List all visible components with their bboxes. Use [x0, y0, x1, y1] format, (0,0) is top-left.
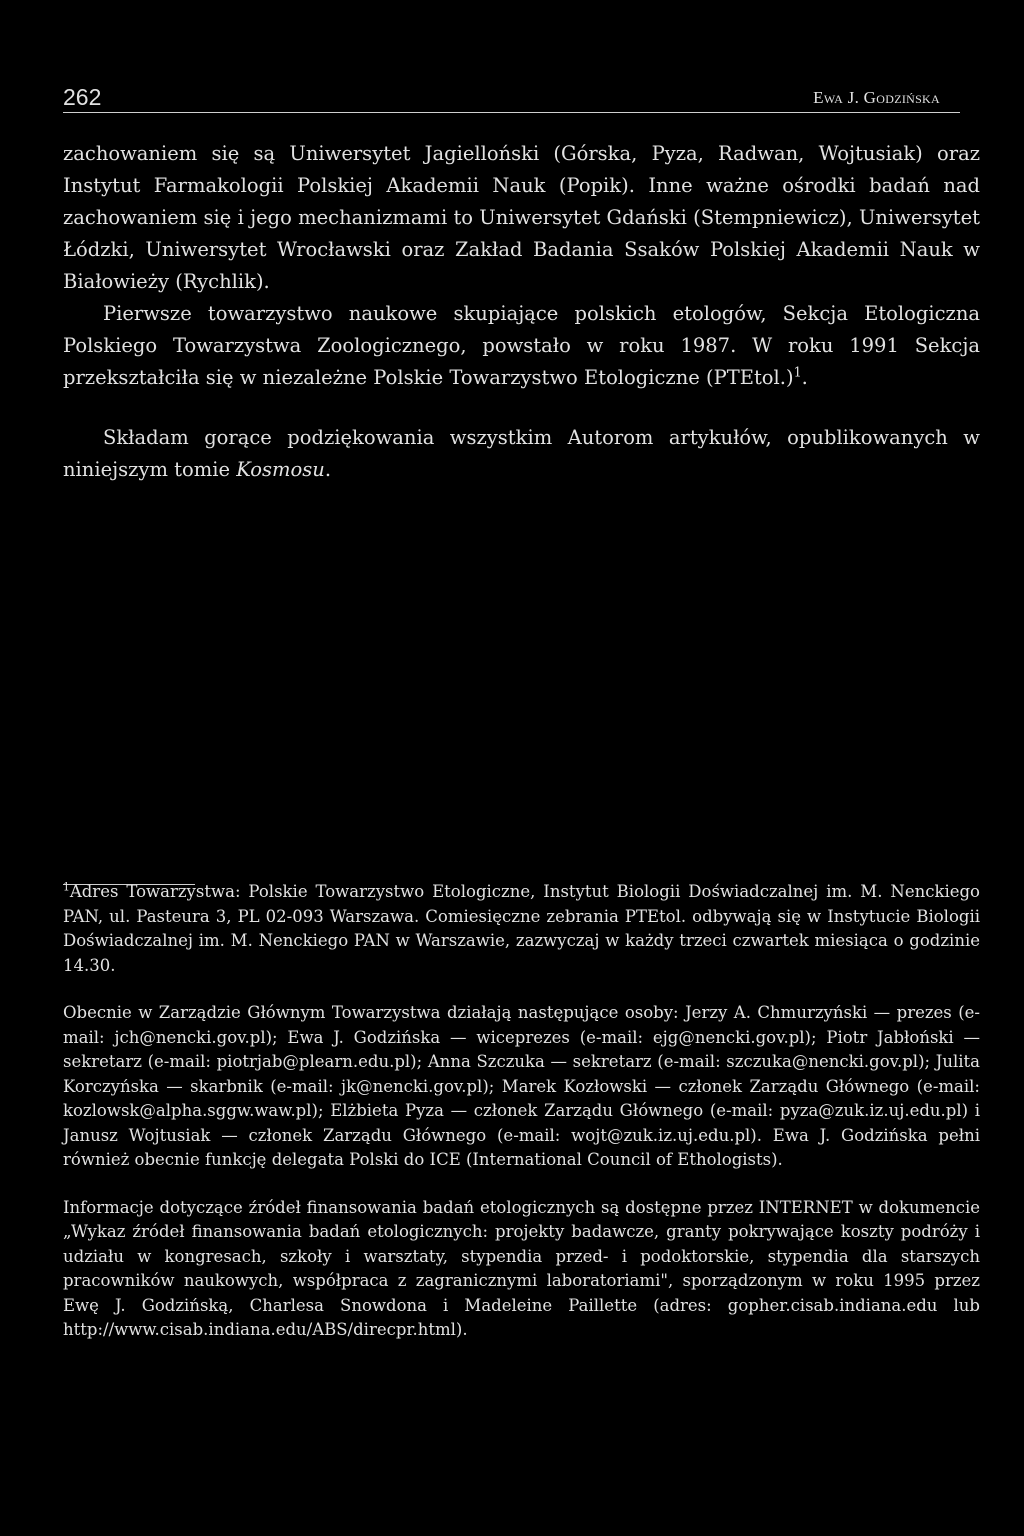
ack-text: Składam gorące podziękowania wszystkim Autorom artykułów, opublikowanych w niniejszym tomie	[63, 426, 980, 481]
paragraph-society-text: Pierwsze towarzystwo naukowe skupiające polskich etologów, Sekcja Etologiczna Polskiego Towarzystwa Zoologicznego, powstało w roku 1987. W roku 1991 Sekcja przekształciła się w niezależne Polskie Towarzystwo Etologiczne (PTEtol.)	[63, 302, 980, 389]
page-header	[63, 80, 960, 113]
main-text	[63, 138, 980, 486]
paragraph-institutions: zachowaniem się są Uniwersytet Jagielloński (Górska, Pyza, Radwan, Wojtusiak) oraz Instytut Farmakologii Polskiej Akademii Nauk (Popik). Inne ważne ośrodki badań nad zachowaniem się i jego mechanizmami to Uniwersytet Gdański (Stempniewicz), Uniwersytet Łódzki, Uniwersytet Wrocławski oraz Zakład Badania Ssaków Polskiej Akademii Nauk w Białowieży (Rychlik).	[63, 142, 980, 293]
footnote-text: Adres Towarzystwa: Polskie Towarzystwo Etologiczne, Instytut Biologii Doświadczalnej im. M. Nenckiego PAN, ul. Pasteura 3, PL 02-093 Warszawa. Comiesięczne zebrania PTEtol. odbywają się w Instytucie Biologii Doświadczalnej im. M. Nenckiego PAN w Warszawie, zazwyczaj w każdy trzeci czwartek miesiąca o godzinie 14.30.	[63, 882, 980, 975]
footnote-board-members: Obecnie w Zarządzie Głównym Towarzystwa działają następujące osoby: Jerzy A. Chmurzyński — prezes (e-mail: jch@nencki.gov.pl); Ewa J. Godzińska — wiceprezes (e-mail: ejg@nencki.gov.pl); Piotr Jabłoński — sekretarz (e-mail: piotrjab@plearn.edu.pl); Anna Szczuka — sekretarz (e-mail: szczuka@nencki.gov.pl); Julita Korczyńska — skarbnik (e-mail: jk@nencki.gov.pl); Marek Kozłowski — członek Zarządu Głównego (e-mail: kozlowsk@alpha.sggw.waw.pl); Elżbieta Pyza — członek Zarządu Głównego (e-mail: pyza@zuk.iz.uj.edu.pl) i Janusz Wojtusiak — członek Zarządu Głównego (e-mail: wojt@zuk.iz.uj.edu.pl). Ewa J. Godzińska pełni również obecnie funkcję delegata Polski do ICE (International Council of Ethologists).	[63, 1003, 980, 1169]
ack-end: .	[324, 458, 332, 481]
running-title: Ewa J. Godzińska	[813, 88, 940, 107]
footnote-block	[63, 880, 980, 1343]
footnote-funding-info: Informacje dotyczące źródeł finansowania badań etologicznych są dostępne przez INTERNET w dokumencie „Wykaz źródeł finansowania badań etologicznych: projekty badawcze, granty pokrywające koszty podróży i udziału w kongresach, szkoły i warsztaty, stypendia przed- i podoktorskie, stypendia dla starszych pracowników naukowych, współpraca z zagranicznymi laboratoriami", sporządzonym w roku 1995 przez Ewę J. Godzińską, Charlesa Snowdona i Madeleine Paillette (adres: gopher.cisab.indiana.edu lub http://www.cisab.indiana.edu/ABS/direcpr.html).	[63, 1197, 980, 1339]
footnote-mark: 1	[63, 880, 70, 894]
paragraph-end: .	[801, 366, 808, 389]
journal-name: Kosmosu	[236, 458, 325, 481]
footnote-address	[63, 880, 980, 978]
footnote-ref[interactable]: 1	[793, 364, 802, 380]
paragraph-acknowledgements	[63, 422, 980, 486]
page-number: 262	[63, 84, 102, 110]
paragraph-society-history	[63, 298, 980, 394]
